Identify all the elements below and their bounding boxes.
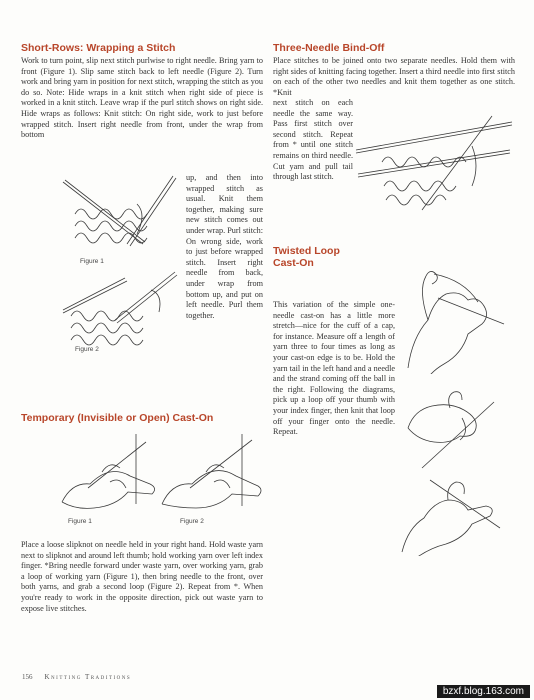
temporary-cast-on-figure-1-illustration — [58, 432, 160, 516]
twisted-loop-figure-3-illustration — [398, 474, 508, 556]
short-rows-figure-2-illustration — [55, 270, 183, 350]
three-needle-text-side: next stitch on each needle the same way. Pass first stitch over second stitch. Repeat from * until one stitch remains on third needle. Cut yarn and pull tail through last stitch. — [273, 98, 353, 182]
twisted-loop-figure-2-illustration — [402, 388, 502, 474]
twisted-loop-figure-1-illustration — [398, 258, 510, 374]
page-footer — [22, 673, 131, 681]
temporary-cast-on-figure-2-caption: Figure 2 — [180, 518, 204, 525]
temporary-cast-on-heading: Temporary (Invisible or Open) Cast-On — [21, 412, 214, 424]
twisted-loop-heading-line-1: Twisted Loop — [273, 245, 340, 257]
short-rows-text-side: up, and then into wrapped stitch as usual. Knit them together, making sure new stitch comes out under wrap. Purl stitch: On wrong side, work to just before wrapped stitch. Insert right needle from back, under wrap from bottom up, and put on left needle. Purl them together. — [186, 173, 263, 320]
short-rows-figure-2-caption: Figure 2 — [75, 346, 99, 353]
temporary-cast-on-text — [21, 540, 263, 614]
short-rows-text-top: Work to turn point, slip next stitch purlwise to right needle. Bring yarn to front (Figure 1). Slip same stitch back to left needle (Figure 2). Turn work and bring yarn in position for next stitch, wrapping the stitch as you do so. Note: Hide wraps in a knit stitch when right side of piece is worked in a knit stitch. Leave wrap if the purl stitch shows on right side. Hide wraps as follows: Knit stitch: On right side, work to just before wrapped stitch. Insert right needle from front, under the wrap from bottom — [21, 56, 263, 140]
three-needle-illustration — [352, 112, 520, 216]
short-rows-text — [21, 56, 263, 141]
short-rows-side-text — [186, 173, 263, 321]
watermark-label: bzxf.blog.163.com — [437, 685, 530, 698]
temporary-cast-on-figure-1-caption: Figure 1 — [68, 518, 92, 525]
short-rows-figure-1-caption: Figure 1 — [80, 258, 104, 265]
temporary-cast-on-figure-2-illustration — [158, 432, 268, 516]
three-needle-text — [273, 56, 515, 98]
three-needle-text-top: Place stitches to be joined onto two separate needles. Hold them with right sides of knitting facing together. Insert a third needle into first stitch on each of the other two needles and knit them together as one stitch. *Knit — [273, 56, 515, 97]
short-rows-heading: Short-Rows: Wrapping a Stitch — [21, 42, 176, 54]
short-rows-figure-1-illustration — [55, 174, 183, 260]
twisted-loop-body: This variation of the simple one-needle cast-on has a little more stretch—nice for the cuff of a cap, for instance. Measure off a length of yarn three to four times as long as your cast-on edge is to be. Hold the yarn tail in the left hand and a needle and the strand coming off the ball in the right. Following the diagrams, pick up a loop off your thumb with your index finger, then knit that loop off your finger onto the needle. Repeat. — [273, 300, 395, 437]
three-needle-heading: Three-Needle Bind-Off — [273, 42, 385, 54]
twisted-loop-heading-line-2: Cast-On — [273, 257, 314, 269]
page-number: 156 — [22, 673, 33, 681]
twisted-loop-text — [273, 300, 395, 438]
book-title: Knitting Traditions — [44, 673, 132, 681]
temporary-cast-on-body: Place a loose slipknot on needle held in your right hand. Hold waste yarn next to slipknot and around left thumb; hold working yarn over left index finger. *Bring needle forward under waste yarn, over working yarn, grab a loop of working yarn (Figure 1), then bring needle to the front, over both yarns, and grab a second loop (Figure 2). Repeat from *. When you're ready to work in the opposite direction, pick out waste yarn to expose live stitches. — [21, 540, 263, 613]
three-needle-side-text — [273, 98, 353, 183]
